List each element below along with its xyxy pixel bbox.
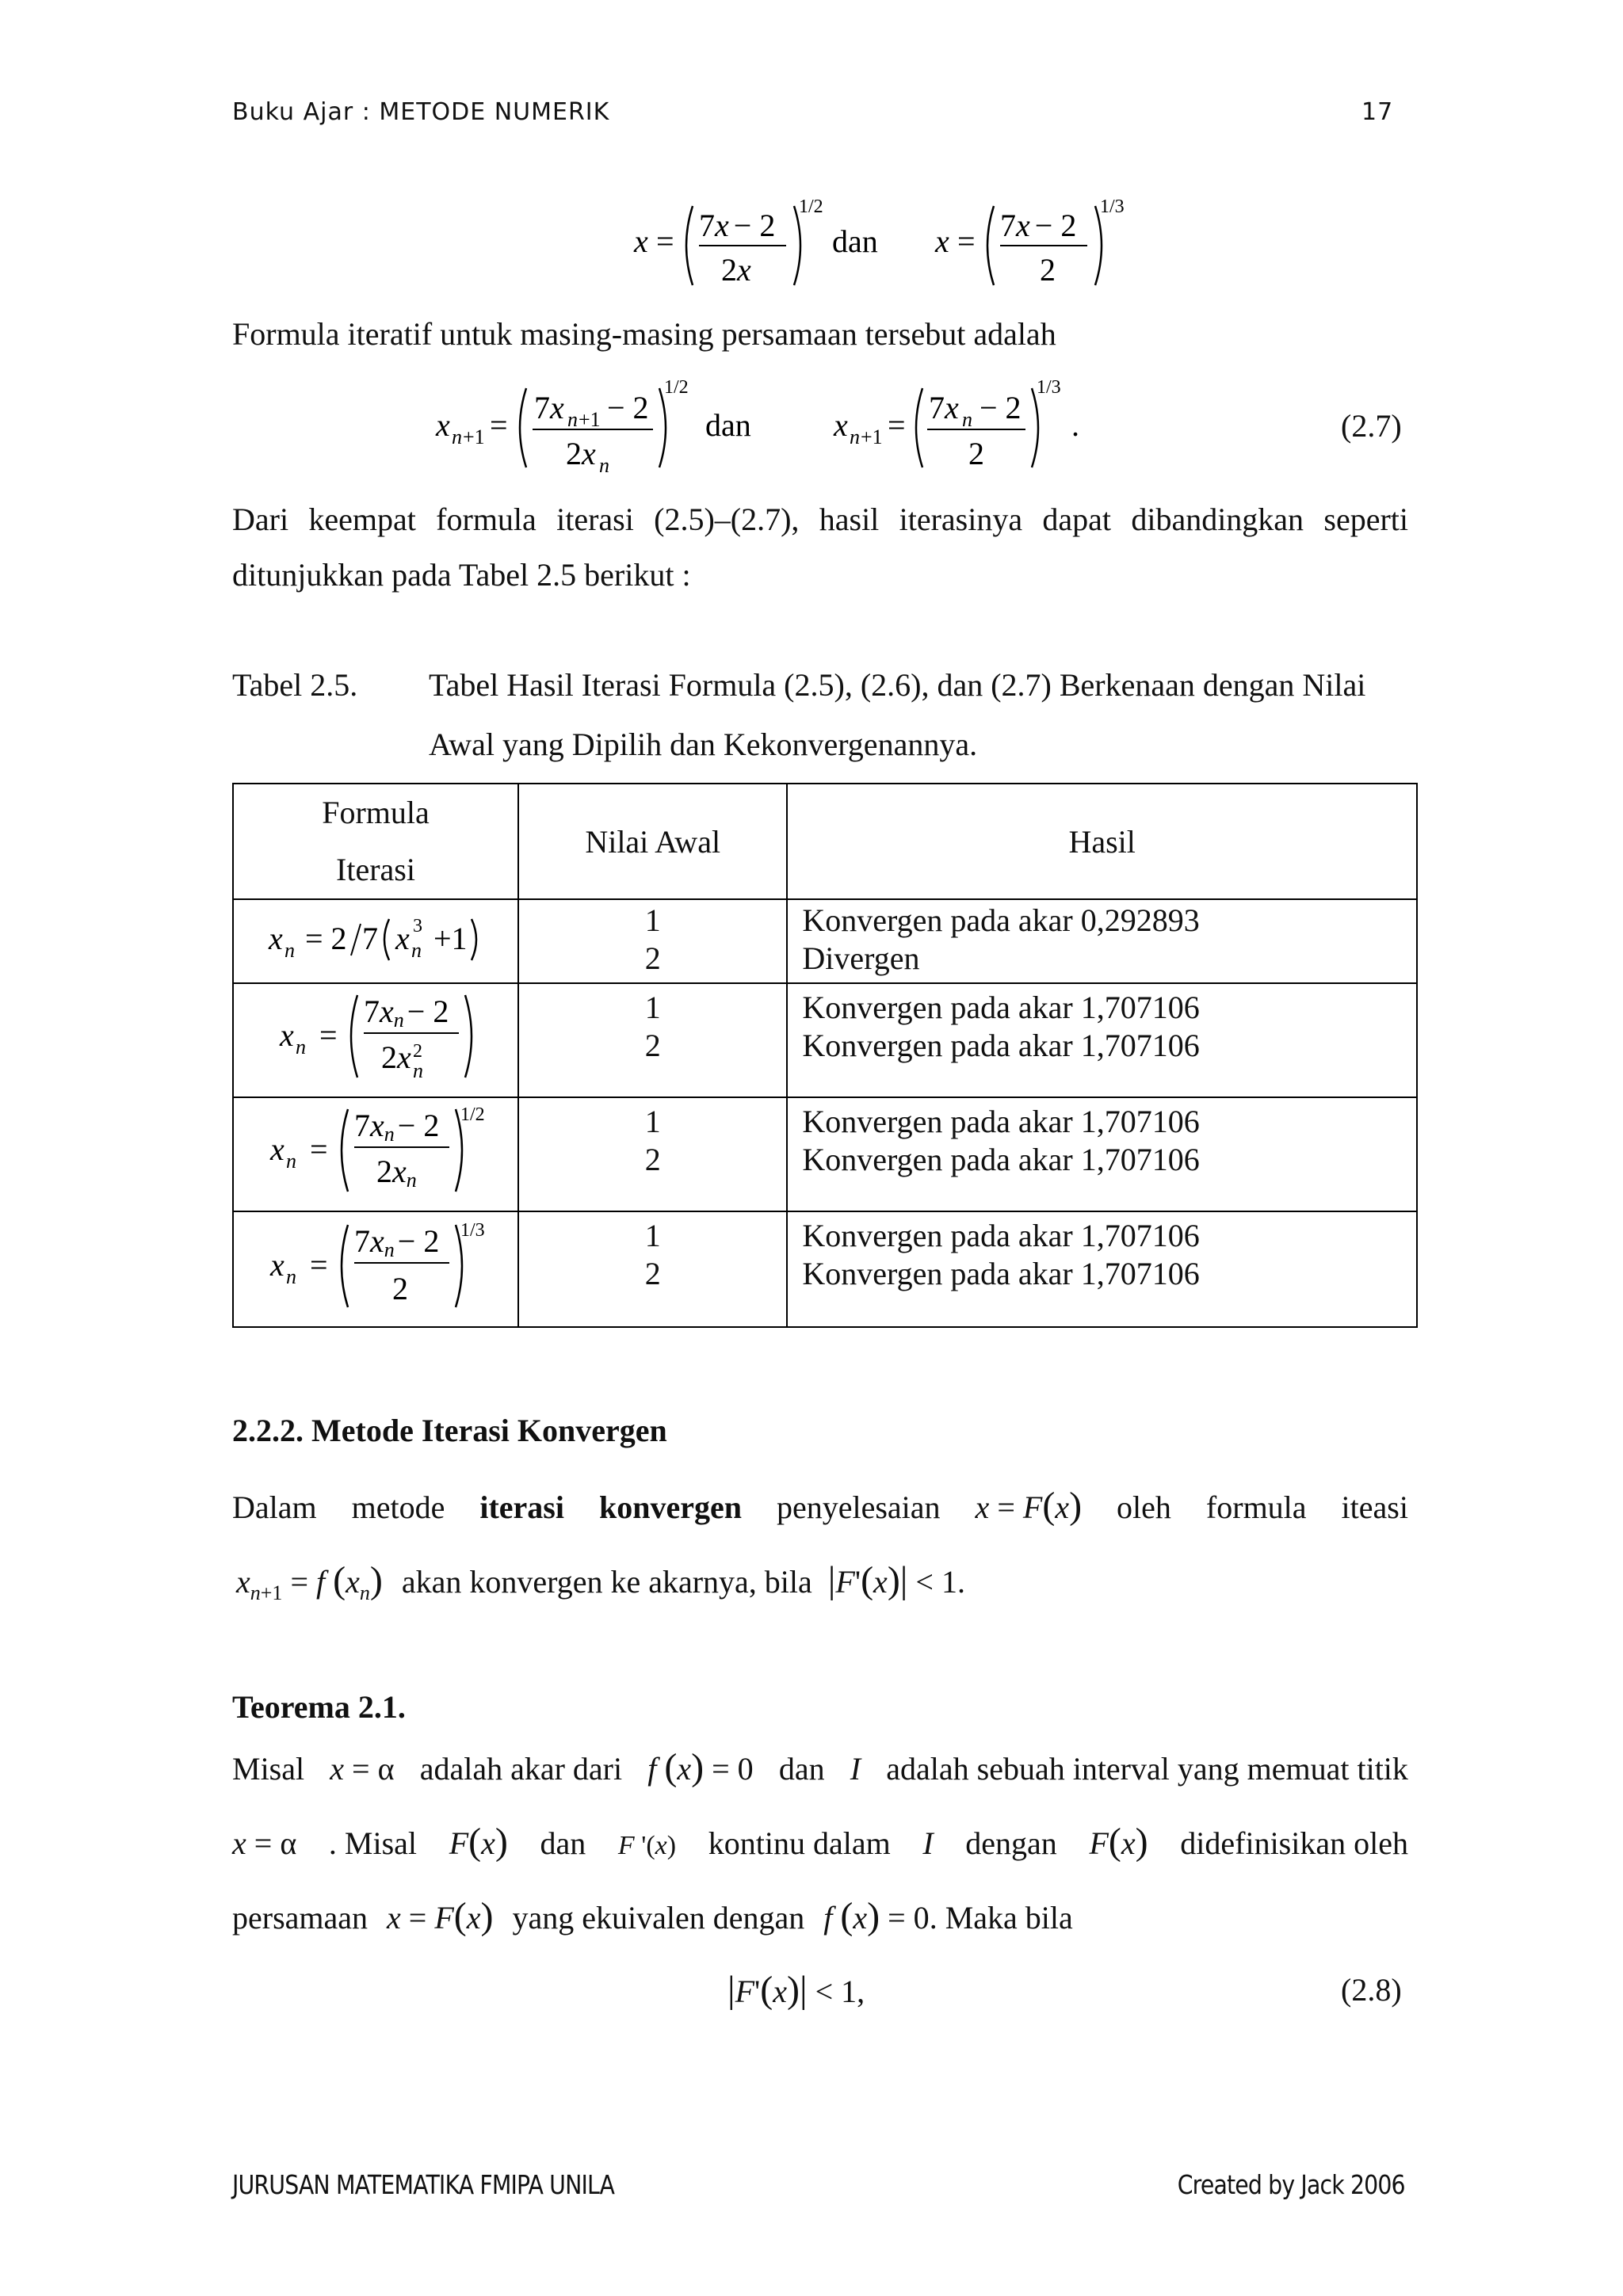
result-cell: Konvergen pada akar 1,707106 Konvergen pada akar 1,707106 (787, 1097, 1417, 1211)
svg-text:n: n (567, 408, 578, 431)
equation-2-7 (428, 371, 1141, 482)
svg-text:= 2: = 2 (305, 921, 347, 956)
svg-text:7x: 7x (534, 390, 564, 425)
result-cell: Konvergen pada akar 0,292893 Divergen (787, 899, 1417, 983)
formula-2-7a (234, 1098, 517, 1203)
svg-text:1/2: 1/2 (664, 377, 689, 398)
svg-text:n: n (285, 939, 295, 962)
table-row (233, 899, 1417, 983)
svg-text:3: 3 (413, 916, 422, 936)
iteration-results-table (232, 783, 1418, 1328)
svg-text:n: n (599, 454, 609, 477)
theorem-line3: persamaan x = F(x) yang ekuivalen dengan f (x) = 0. Maka bila (232, 1895, 1073, 1937)
theorem-line1: Misal x = α adalah akar dari f (x) = 0 dan I adalah sebuah interval yang memuat titik (232, 1746, 1408, 1788)
result-cell: Konvergen pada akar 1,707106 Konvergen pada akar 1,707106 (787, 1211, 1417, 1327)
initial-value-cell: 1 2 (518, 899, 787, 983)
svg-text:x: x (270, 1131, 285, 1167)
svg-text:+1: +1 (433, 921, 468, 956)
svg-text:x: x (269, 921, 283, 956)
initial-value-cell: 1 2 (518, 1211, 787, 1327)
math-condition: |F'(x)| < 1. (827, 1559, 965, 1601)
svg-text:1/3: 1/3 (1100, 196, 1125, 217)
equation-2-8: |F'(x)| < 1, (727, 1969, 865, 2011)
table-header-row (233, 784, 1417, 899)
header-initial-value: Nilai Awal (518, 784, 787, 899)
svg-text:1/2: 1/2 (460, 1104, 485, 1125)
svg-text:− 2: − 2 (980, 390, 1022, 425)
header-formula: Formula Iterasi (233, 784, 518, 899)
table-caption-line1: Tabel Hasil Iterasi Formula (2.5), (2.6), dan (2.7) Berkenaan dengan Nilai (429, 667, 1366, 703)
initial-value-cell: 1 2 (518, 1097, 787, 1211)
initial-value-cell: 1 2 (518, 983, 787, 1097)
equation-label-2-8: (2.8) (1341, 1972, 1402, 2008)
svg-text:− 2: − 2 (607, 390, 649, 425)
formula-2-7b (234, 1212, 517, 1318)
svg-text:n: n (411, 939, 422, 962)
svg-text:=: = (656, 223, 674, 259)
table-row (233, 983, 1417, 1097)
formula-cell (233, 1097, 518, 1211)
footer-department: JURUSAN MATEMATIKA FMIPA UNILA (232, 2169, 615, 2200)
svg-text:n: n (296, 1035, 306, 1058)
svg-text:2xn: 2xn (376, 1154, 417, 1192)
svg-text:n: n (962, 408, 972, 431)
equation-label-2-7: (2.7) (1341, 408, 1402, 444)
svg-text:n: n (850, 425, 860, 448)
paragraph-convergent-line1: Dalam metode iterasi konvergen penyelesaian x = F(x) oleh formula iteasi (232, 1478, 1408, 1535)
svg-text:2: 2 (392, 1271, 408, 1306)
svg-text:1/3: 1/3 (1037, 377, 1061, 398)
svg-text:7xn− 2: 7xn − 2 (354, 1108, 440, 1146)
connector-dan-2: dan (705, 407, 751, 443)
svg-text:n: n (286, 1265, 296, 1288)
equation-top (618, 190, 1173, 301)
svg-text:2x: 2x (721, 252, 751, 288)
svg-text:1/3: 1/3 (460, 1220, 485, 1241)
svg-text:=: = (310, 1247, 328, 1283)
svg-text:=: = (319, 1017, 338, 1053)
svg-text:x: x (436, 407, 450, 443)
formula-cell (233, 1211, 518, 1327)
svg-text:n: n (286, 1150, 296, 1173)
theorem-title: Teorema 2.1. (232, 1689, 406, 1725)
svg-text:=: = (957, 223, 976, 259)
running-header: Buku Ajar : METODE NUMERIK (232, 98, 610, 126)
paragraph-compare-line1: Dari keempat formula iterasi (2.5)–(2.7), hasil iterasinya dapat dibandingkan seperti (232, 502, 1408, 537)
svg-text:+1: +1 (579, 408, 601, 431)
svg-text:2x: 2x (381, 1039, 411, 1075)
formula-cell (233, 983, 518, 1097)
paragraph-iterative-formula: Formula iteratif untuk masing-masing persamaan tersebut adalah (232, 316, 1056, 352)
svg-text:x: x (280, 1017, 294, 1053)
svg-text:7x: 7x (929, 390, 959, 425)
formula-2-5 (234, 900, 517, 974)
header-result: Hasil (787, 784, 1417, 899)
svg-text:2: 2 (413, 1041, 422, 1062)
svg-text:+1: +1 (463, 425, 485, 448)
formula-2-6 (234, 984, 517, 1089)
svg-text:1/2: 1/2 (799, 196, 823, 217)
table-row (233, 1097, 1417, 1211)
connector-dan: dan (832, 223, 878, 259)
result-cell: Konvergen pada akar 1,707106 Konvergen pada akar 1,707106 (787, 983, 1417, 1097)
svg-text:2: 2 (1040, 252, 1056, 288)
svg-text:x: x (634, 223, 648, 259)
formula-cell (233, 899, 518, 983)
section-title: 2.2.2. Metode Iterasi Konvergen (232, 1413, 667, 1448)
table-caption-line2: Awal yang Dipilih dan Kekonvergenannya. (429, 727, 978, 762)
svg-text:7x− 2: 7x − 2 (699, 208, 776, 243)
svg-text:=: = (490, 407, 508, 443)
svg-text:n: n (413, 1059, 423, 1082)
page-number: 17 (1361, 98, 1394, 126)
table-caption-label: Tabel 2.5. (232, 667, 358, 703)
svg-text:x: x (935, 223, 949, 259)
svg-text:=: = (888, 407, 906, 443)
math-x-eq-Fx: x = F(x) (975, 1485, 1083, 1527)
footer-credit: Created by Jack 2006 (1177, 2169, 1405, 2200)
svg-text:7: 7 (362, 921, 378, 956)
svg-text:x: x (270, 1247, 285, 1283)
math-iteration: $x_{n+1} = f$ $(x_n)$ (236, 1559, 383, 1604)
svg-text:7x− 2: 7x − 2 (1000, 208, 1077, 243)
svg-text:2x: 2x (566, 436, 596, 471)
svg-text:x: x (834, 407, 848, 443)
svg-text:7xn− 2: 7xn − 2 (364, 994, 449, 1032)
paragraph-convergent-line2: $x_{n+1} = f$ $(x_n)$ akan konvergen ke akarnya, bila |F'(x)| < 1. (236, 1559, 965, 1604)
svg-text:n: n (452, 425, 462, 448)
svg-text:+1: +1 (861, 425, 883, 448)
svg-text:=: = (310, 1131, 328, 1167)
theorem-line2: x = α . Misal F(x) dan F '(x) kontinu dalam I dengan F(x) didefinisikan oleh (232, 1821, 1408, 1863)
svg-text:x: x (395, 921, 410, 956)
paragraph-compare-line2: ditunjukkan pada Tabel 2.5 berikut : (232, 557, 691, 593)
table-row (233, 1211, 1417, 1327)
svg-text:2: 2 (968, 436, 984, 471)
svg-text:.: . (1071, 407, 1079, 443)
svg-text:7xn− 2: 7xn − 2 (354, 1223, 440, 1261)
